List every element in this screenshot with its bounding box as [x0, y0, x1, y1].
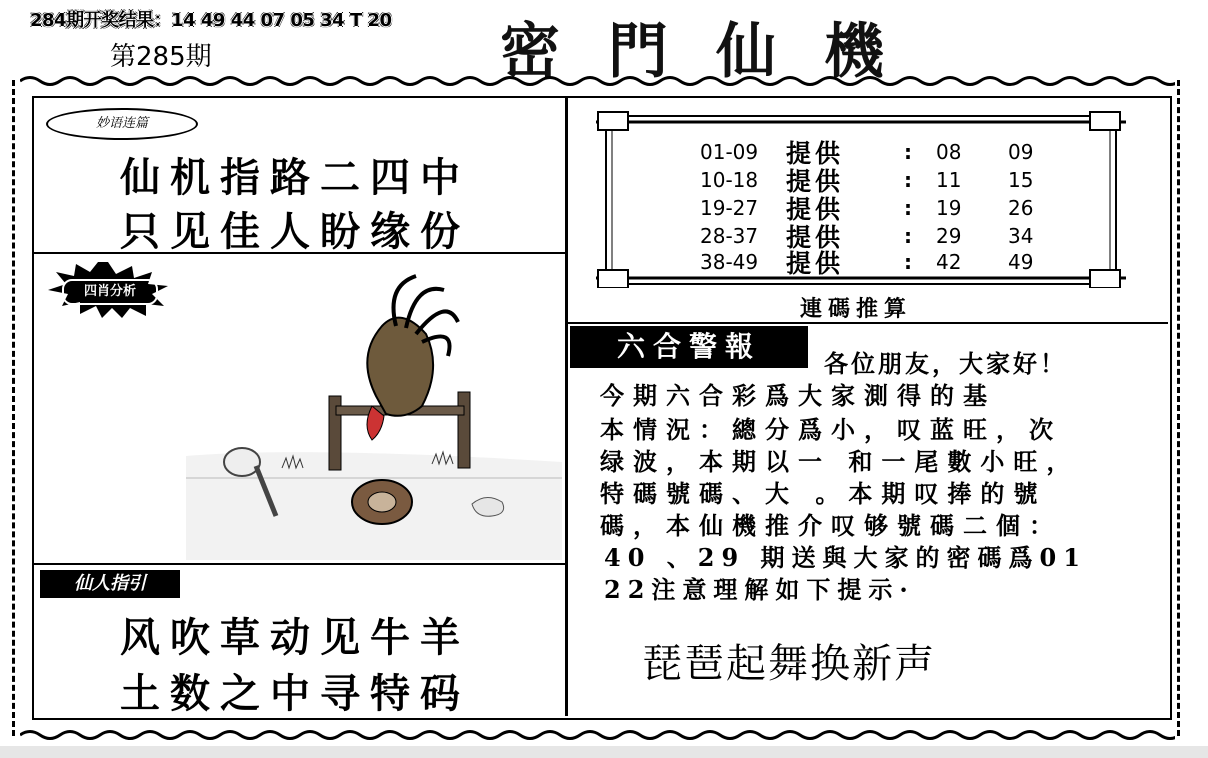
grid-range: 28-37 [700, 224, 759, 248]
grid-label: 提供 [786, 195, 845, 224]
issue-number: 第285期 [110, 42, 212, 72]
grid-number-2: 34 [1008, 224, 1034, 248]
alert-greeting: 各位朋友，大家好！ [824, 349, 1067, 378]
poem-line-1: 仙机指路二四中 [120, 154, 470, 201]
grid-number-1: 08 [936, 140, 962, 164]
alert-line: 40 、29 期送與大家的密碼爲01 [604, 543, 1087, 572]
grid-number-1: 29 [936, 224, 962, 248]
grid-number-1: 19 [936, 196, 962, 220]
top-wave-border [20, 74, 1175, 88]
grid-range: 19-27 [700, 196, 759, 220]
rooster-illustration [186, 256, 562, 560]
grid-colon: : [904, 250, 912, 274]
grid-colon: : [904, 140, 912, 164]
alert-line: 特碼號碼、大 。本期叹捧的號 [600, 479, 1047, 508]
grid-number-2: 49 [1008, 250, 1034, 274]
grid-footer-label: 連碼推算 [800, 296, 913, 322]
guide-tag: 仙人指引 [40, 570, 180, 598]
grid-label: 提供 [786, 167, 845, 196]
poem-tag: 妙语连篇 [46, 108, 198, 140]
guide-line-2: 土数之中寻特码 [120, 670, 470, 717]
page-bottom-shadow [0, 746, 1208, 758]
grid-number-1: 42 [936, 250, 962, 274]
number-grid-frame [596, 110, 1126, 288]
grid-range: 10-18 [700, 168, 759, 192]
grid-number-2: 09 [1008, 140, 1034, 164]
grid-number-2: 15 [1008, 168, 1034, 192]
grid-number-2: 26 [1008, 196, 1034, 220]
alert-line: 绿波，本期以一 和一尾數小旺， [600, 447, 1080, 476]
alert-tag: 六合警報 [570, 326, 808, 368]
masthead-title: 密門仙機 [500, 17, 932, 87]
grid-range: 38-49 [700, 250, 759, 274]
grid-label: 提供 [786, 223, 845, 252]
previous-draw-result: 284期开奖结果：14 49 44 07 05 34 T 20 [30, 10, 392, 31]
left-divider-bottom [34, 563, 565, 565]
grid-range: 01-09 [700, 140, 759, 164]
footer-poem: 琵琶起舞换新声 [642, 641, 936, 687]
poem-line-2: 只见佳人盼缘份 [120, 208, 470, 255]
grid-number-1: 11 [936, 168, 962, 192]
grid-label: 提供 [786, 139, 845, 168]
alert-line: 22注意理解如下提示· [604, 575, 915, 604]
grid-colon: : [904, 168, 912, 192]
grid-colon: : [904, 196, 912, 220]
guide-line-1: 风吹草动见牛羊 [120, 614, 470, 661]
alert-line: 本情況：總分爲小，叹蓝旺，次 [600, 415, 1062, 444]
alert-line: 今期六合彩爲大家測得的基 [600, 381, 996, 410]
starburst-label: 四肖分析 [62, 279, 158, 305]
grid-colon: : [904, 224, 912, 248]
grid-label: 提供 [786, 249, 845, 278]
vertical-divider [565, 96, 568, 716]
bottom-wave-border [20, 728, 1175, 742]
alert-line: 碼，本仙機推介叹够號碼二個： [600, 511, 1062, 540]
